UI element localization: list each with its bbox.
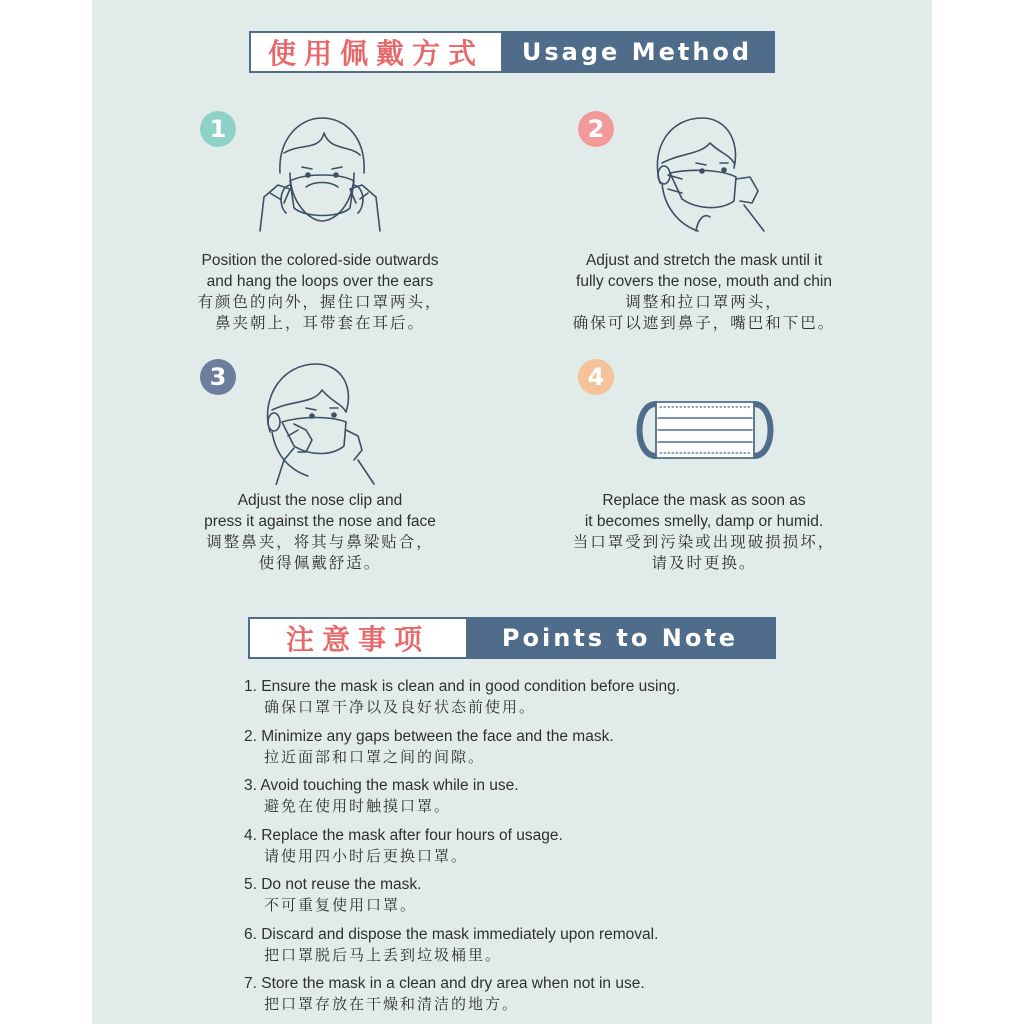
notes-header-english: Points to Note xyxy=(466,619,774,657)
step-4-text xyxy=(534,490,874,574)
step-3-zh-line2: 使得佩戴舒适。 xyxy=(258,555,382,572)
step-4-en-line2: it becomes smelly, damp or humid. xyxy=(584,513,824,530)
list-item xyxy=(244,825,804,875)
note-5-zh: 不可重复使用口罩。 xyxy=(264,897,418,914)
list-item xyxy=(244,973,804,1023)
step-4-zh-line1: 当口罩受到污染或出现破损损坏， xyxy=(572,534,836,551)
note-6-zh: 把口罩脱后马上丢到垃圾桶里。 xyxy=(264,946,503,964)
step-3-en-line2: press it against the nose and face xyxy=(204,513,436,530)
list-item xyxy=(244,726,804,776)
points-to-note-list xyxy=(244,676,804,1023)
note-1-en: 1. Ensure the mask is clean and in good condition before using. xyxy=(244,678,680,695)
step-4-en-line1: Replace the mask as soon as xyxy=(602,492,806,509)
step-2-badge: 2 xyxy=(578,111,614,147)
step-4-badge: 4 xyxy=(578,359,614,395)
usage-header-english: Usage Method xyxy=(501,33,773,71)
note-7-en: 7. Store the mask in a clean and dry area when not in use. xyxy=(244,975,645,992)
step-3-text xyxy=(150,490,490,574)
list-item xyxy=(244,874,804,924)
note-2-en: 2. Minimize any gaps between the face and the mask. xyxy=(244,727,614,745)
step-1-text xyxy=(150,250,490,334)
note-4-zh: 请使用四小时后更换口罩。 xyxy=(264,847,469,865)
step-1-badge: 1 xyxy=(200,111,236,147)
step-3-zh-line1: 调整鼻夹，将其与鼻梁贴合， xyxy=(206,534,434,551)
hands-hanging-loops-illustration xyxy=(250,113,390,233)
note-3-en: 3. Avoid touching the mask while in use. xyxy=(244,777,519,794)
list-item xyxy=(244,924,804,974)
step-2-text xyxy=(534,250,874,334)
step-4-zh-line2: 请及时更换。 xyxy=(651,555,757,572)
note-6-en: 6. Discard and dispose the mask immediately upon removal. xyxy=(244,925,659,943)
step-2-en-line2: fully covers the nose, mouth and chin xyxy=(576,273,832,290)
usage-method-header xyxy=(249,31,775,73)
note-4-en: 4. Replace the mask after four hours of usage. xyxy=(244,826,563,844)
list-item xyxy=(244,676,804,726)
step-1-en-line2: and hang the loops over the ears xyxy=(206,273,434,290)
points-to-note-header xyxy=(248,617,776,659)
note-1-zh: 确保口罩干净以及良好状态前使用。 xyxy=(264,699,537,716)
pressing-nose-clip-illustration xyxy=(258,360,388,485)
step-3-en-line1: Adjust the nose clip and xyxy=(237,492,403,509)
step-3-badge: 3 xyxy=(200,359,236,395)
note-3-zh: 避免在使用时触摸口罩。 xyxy=(264,798,452,815)
note-2-zh: 拉近面部和口罩之间的间隙。 xyxy=(264,748,486,766)
step-2-en-line1: Adjust and stretch the mask until it xyxy=(585,252,823,269)
step-1-zh-line2: 鼻夹朝上，耳带套在耳后。 xyxy=(214,315,425,332)
step-2-zh-line2: 确保可以遮到鼻子，嘴巴和下巴。 xyxy=(572,315,836,332)
notes-header-chinese: 注意事项 xyxy=(285,623,430,656)
note-5-en: 5. Do not reuse the mask. xyxy=(244,876,422,893)
step-1-zh-line1: 有颜色的向外，握住口罩两头， xyxy=(197,294,443,311)
mask-illustration xyxy=(630,398,780,462)
step-2-zh-line1: 调整和拉口罩两头， xyxy=(625,294,783,311)
step-1-en-line1: Position the colored-side outwards xyxy=(201,252,439,269)
usage-header-chinese: 使用佩戴方式 xyxy=(267,37,484,70)
note-7-zh: 把口罩存放在干燥和清洁的地方。 xyxy=(264,996,520,1013)
stretching-mask-illustration xyxy=(640,113,770,233)
list-item xyxy=(244,775,804,825)
